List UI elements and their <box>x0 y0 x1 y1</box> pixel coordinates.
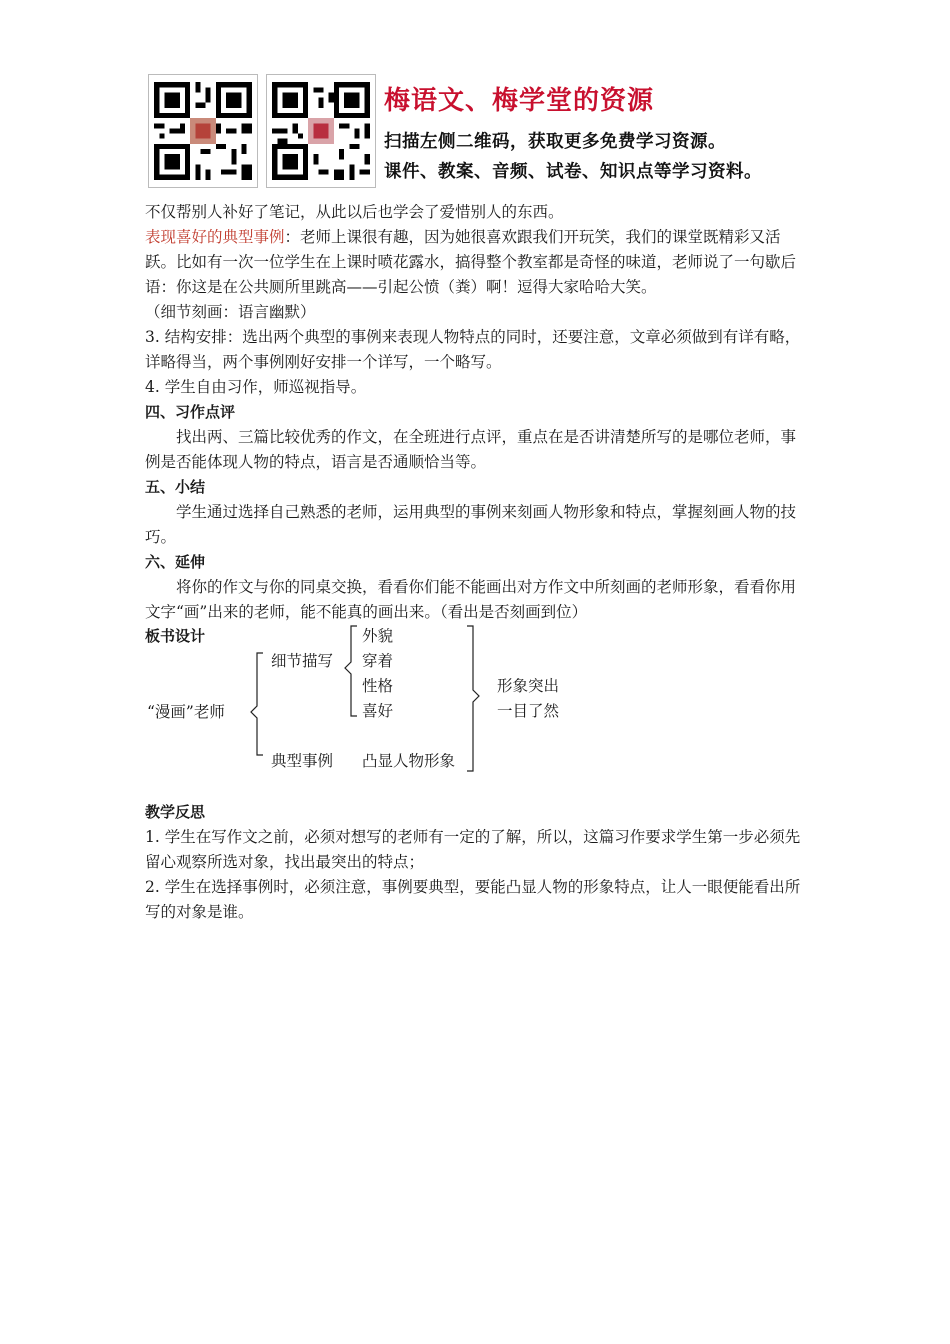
teaching-reflection <box>145 800 810 925</box>
board-branch-details: 细节描写 <box>271 652 334 670</box>
detail-item: 喜好 <box>362 702 394 720</box>
detail-item: 外貌 <box>362 627 394 645</box>
section-heading: 六、延伸 <box>145 553 206 571</box>
board-branch-examples-result: 凸显人物形象 <box>362 752 456 770</box>
paragraph: 不仅帮别人补好了笔记，从此以后也学会了爱惜别人的东西。 <box>145 203 564 221</box>
board-heading: 板书设计 <box>145 627 206 645</box>
section-heading: 教学反思 <box>145 803 206 821</box>
board-branch-examples: 典型事例 <box>271 752 334 770</box>
brand-line-materials: 课件、教案、音频、试卷、知识点等学习资料。 <box>384 162 762 182</box>
highlight-label: 表现喜好的典型事例 <box>145 228 285 246</box>
brand-title: 梅语文、梅学堂的资源 <box>384 86 655 116</box>
lesson-content <box>145 200 810 625</box>
detail-item: 穿着 <box>362 652 394 670</box>
paragraph: 2. 学生在选择事例时，必须注意，事例要典型，要能凸显人物的形象特点，让人一眼便能看出所写的对象是谁。 <box>145 878 801 921</box>
board-result: 形象突出 <box>497 677 560 695</box>
paragraph: 1. 学生在写作文之前，必须对想写的老师有一定的了解，所以，这篇习作要求学生第一步必须先留心观察所选对象，找出最突出的特点； <box>145 828 801 871</box>
qr-code-right[interactable] <box>266 74 376 188</box>
paragraph: 将你的作文与你的同桌交换，看看你们能不能画出对方作文中所刻画的老师形象，看看你用文字“画”出来的老师，能不能真的画出来。（看出是否刻画到位） <box>145 578 797 621</box>
paragraph-hobby-example <box>145 225 810 300</box>
paragraph: 4. 学生自由习作，师巡视指导。 <box>145 378 367 396</box>
detail-item: 性格 <box>362 677 394 695</box>
brand-line-scan: 扫描左侧二维码，获取更多免费学习资源。 <box>384 132 726 152</box>
qr-code-left[interactable] <box>148 74 258 188</box>
paragraph: 3. 结构安排：选出两个典型的事例来表现人物特点的同时，还要注意，文章必须做到有详有略，详略得当，两个事例刚好安排一个详写，一个略写。 <box>145 328 801 371</box>
section-heading: 五、小结 <box>145 478 206 496</box>
blackboard-design <box>145 624 645 776</box>
paragraph: 学生通过选择自己熟悉的老师，运用典型的事例来刻画人物形象和特点，掌握刻画人物的技巧。 <box>145 503 797 546</box>
board-result: 一目了然 <box>497 702 560 720</box>
board-root: “漫画”老师 <box>147 703 225 721</box>
resource-banner <box>148 74 818 188</box>
section-heading: 四、习作点评 <box>145 403 236 421</box>
paragraph-text: ：老师上课很有趣，因为她很喜欢跟我们开玩笑，我们的课堂既精彩又活跃。比如有一次一位学生在上课时喷花露水，搞得整个教室都是奇怪的味道，老师说了一句歇后语：你这是在公共厕所里跳高——引起公愤（粪）啊！逗得大家哈哈大笑。 <box>145 228 797 296</box>
paragraph: （细节刻画：语言幽默） <box>145 303 316 321</box>
paragraph: 找出两、三篇比较优秀的作文，在全班进行点评，重点在是否讲清楚所写的是哪位老师，事例是否能体现人物的特点，语言是否通顺恰当等。 <box>145 428 797 471</box>
